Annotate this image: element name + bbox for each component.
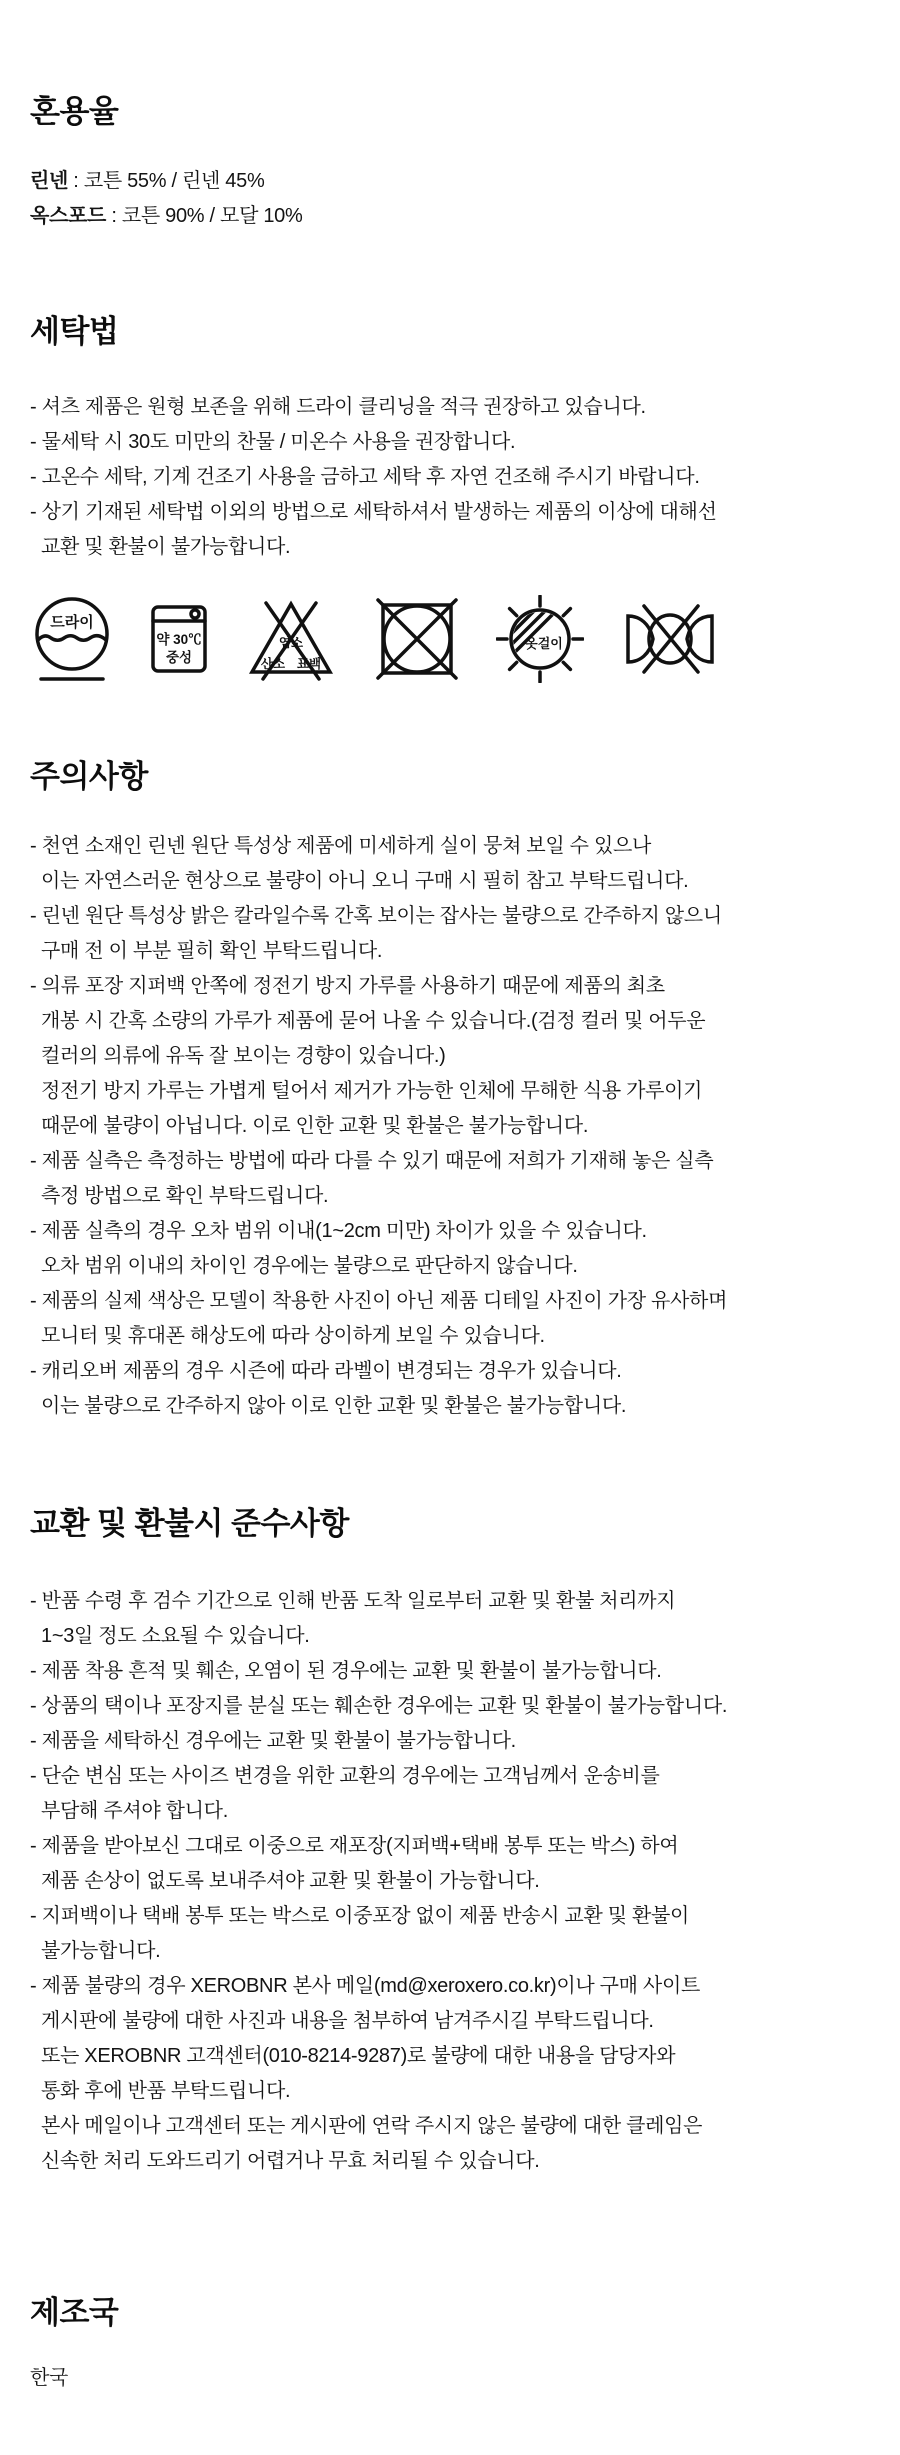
section-exchange-refund: [30, 1502, 872, 2179]
washing-line: 교환 및 환불이 불가능합니다.: [41, 536, 291, 558]
fiber-row-oxford: [30, 199, 872, 234]
fiber-label: 옥스포드: [30, 205, 107, 227]
caution-line: 개봉 시 간혹 소량의 가루가 제품에 묻어 나올 수 있습니다.(검정 컬러 및 어두운: [41, 1010, 706, 1032]
caution-line: - 제품 실측의 경우 오차 범위 이내(1~2cm 미만) 차이가 있을 수 있습니다.: [30, 1220, 647, 1242]
washing-line: - 상기 기재된 세탁법 이외의 방법으로 세탁하셔서 발생하는 제품의 이상에 대해선: [30, 501, 717, 523]
refund-line: - 제품을 세탁하신 경우에는 교환 및 환불이 불가능합니다.: [30, 1730, 516, 1752]
caution-line: 모니터 및 휴대폰 해상도에 따라 상이하게 보일 수 있습니다.: [41, 1325, 545, 1347]
dry-clean-icon: [30, 594, 114, 684]
caution-line: 이는 자연스러운 현상으로 불량이 아니 오니 구매 시 필히 참고 부탁드립니다.: [41, 870, 689, 892]
svg-text:옷걸이: 옷걸이: [525, 636, 563, 651]
caution-line: - 캐리오버 제품의 경우 시즌에 따라 라벨이 변경되는 경우가 있습니다.: [30, 1360, 622, 1382]
svg-text:드라이: 드라이: [50, 614, 94, 631]
refund-line: - 단순 변심 또는 사이즈 변경을 위한 교환의 경우에는 고객님께서 운송비를: [30, 1765, 660, 1787]
no-tumble-dry-icon: [374, 596, 460, 682]
refund-line: 신속한 처리 도와드리기 어렵거나 무효 처리될 수 있습니다.: [41, 2150, 540, 2172]
caution-line: - 제품 실측은 측정하는 방법에 따라 다를 수 있기 때문에 저희가 기재해 놓은 실측: [30, 1150, 714, 1172]
fiber-value: : 코튼 90% / 모달 10%: [106, 205, 303, 227]
refund-line: 또는 XEROBNR 고객센터(010-8214-9287)로 불량에 대한 내용을 담당자와: [41, 2045, 676, 2067]
svg-text:염소: 염소: [278, 636, 304, 650]
refund-line: - 지퍼백이나 택배 봉투 또는 박스로 이중포장 없이 제품 반송시 교환 및 환불이: [30, 1905, 690, 1927]
refund-line: 게시판에 불량에 대한 사진과 내용을 첨부하여 남겨주시길 부탁드립니다.: [41, 2010, 654, 2032]
caution-line: - 천연 소재인 린넨 원단 특성상 제품에 미세하게 실이 뭉쳐 보일 수 있으나: [30, 835, 652, 857]
shade-hanger-dry-icon: [496, 595, 584, 683]
caution-lines: [30, 829, 872, 1424]
refund-line: - 제품 불량의 경우 XEROBNR 본사 메일(md@xeroxero.co.kr)이나 구매 사이트: [30, 1975, 700, 1997]
refund-line: 1~3일 정도 소요될 수 있습니다.: [41, 1625, 310, 1647]
caution-line: - 제품의 실제 색상은 모델이 착용한 사진이 아닌 제품 디테일 사진이 가장 유사하며: [30, 1290, 728, 1312]
origin-country: 한국: [30, 2367, 69, 2389]
origin-title: 제조국: [30, 2295, 119, 2330]
fiber-value: : 코튼 55% / 린넨 45%: [68, 170, 265, 192]
washing-lines: [30, 390, 872, 565]
refund-line: 통화 후에 반품 부탁드립니다.: [41, 2080, 291, 2102]
section-cautions: [30, 755, 872, 1424]
svg-text:중성: 중성: [165, 650, 193, 665]
refund-line: 본사 메일이나 고객센터 또는 게시판에 연락 주시지 않은 불량에 대한 클레임은: [41, 2115, 703, 2137]
refund-line: - 제품 착용 흔적 및 훼손, 오염이 된 경우에는 교환 및 환불이 불가능합니다.: [30, 1660, 662, 1682]
caution-line: - 의류 포장 지퍼백 안쪽에 정전기 방지 가루를 사용하기 때문에 제품의 최초: [30, 975, 665, 997]
section-washing-instructions: [30, 310, 872, 685]
section-fiber-content: [30, 90, 872, 234]
washing-line: - 고온수 세탁, 기계 건조기 사용을 금하고 세탁 후 자연 건조해 주시기 바랍니다.: [30, 466, 700, 488]
refund-line: 부담해 주셔야 합니다.: [41, 1800, 228, 1822]
exchange-refund-lines: [30, 1584, 872, 2179]
caution-line: 컬러의 의류에 유독 잘 보이는 경향이 있습니다.): [41, 1045, 446, 1067]
caution-line: 측정 방법으로 확인 부탁드립니다.: [41, 1185, 329, 1207]
svg-text:표백: 표백: [296, 657, 322, 671]
caution-line: - 린넨 원단 특성상 밝은 칼라일수록 간혹 보이는 잡사는 불량으로 간주하지 않으니: [30, 905, 722, 927]
caution-line: 때문에 불량이 아닙니다. 이로 인한 교환 및 환불은 불가능합니다.: [41, 1115, 589, 1137]
cautions-title: 주의사항: [30, 759, 148, 794]
washing-line: - 셔츠 제품은 원형 보존을 위해 드라이 클리닝을 적극 권장하고 있습니다.: [30, 396, 646, 418]
refund-line: - 반품 수령 후 검수 기간으로 인해 반품 도착 일로부터 교환 및 환불 처리까지: [30, 1590, 676, 1612]
caution-line: 이는 불량으로 간주하지 않아 이로 인한 교환 및 환불은 불가능합니다.: [41, 1395, 627, 1417]
caution-line: 구매 전 이 부분 필히 확인 부탁드립니다.: [41, 940, 383, 962]
laundry-care-symbols: [30, 593, 872, 685]
washing-line: - 물세탁 시 30도 미만의 찬물 / 미온수 사용을 권장합니다.: [30, 431, 516, 453]
section-country-of-origin: [30, 2291, 872, 2396]
fiber-label: 린넨: [30, 170, 69, 192]
refund-line: 제품 손상이 없도록 보내주셔야 교환 및 환불이 가능합니다.: [41, 1870, 540, 1892]
svg-text:산소: 산소: [260, 657, 286, 671]
svg-text:약 30℃: 약 30℃: [156, 632, 202, 647]
exchange-refund-title: 교환 및 환불시 준수사항: [30, 1506, 349, 1541]
fiber-content-rows: [30, 164, 872, 234]
washing-title: 세탁법: [30, 314, 119, 349]
fiber-content-title: 혼용율: [30, 94, 119, 129]
caution-line: 정전기 방지 가루는 가볍게 털어서 제거가 가능한 인체에 무해한 식용 가루이기: [41, 1080, 703, 1102]
refund-line: - 상품의 택이나 포장지를 분실 또는 훼손한 경우에는 교환 및 환불이 불가능합니다.: [30, 1695, 728, 1717]
fiber-row-linen: [30, 164, 872, 199]
refund-line: - 제품을 받아보신 그대로 이중으로 재포장(지퍼백+택배 봉투 또는 박스) 하여: [30, 1835, 679, 1857]
caution-line: 오차 범위 이내의 차이인 경우에는 불량으로 판단하지 않습니다.: [41, 1255, 578, 1277]
no-wring-icon: [620, 604, 720, 674]
no-bleach-icon: [244, 595, 338, 683]
machine-wash-30-icon: [150, 604, 208, 674]
refund-line: 불가능합니다.: [41, 1940, 161, 1962]
